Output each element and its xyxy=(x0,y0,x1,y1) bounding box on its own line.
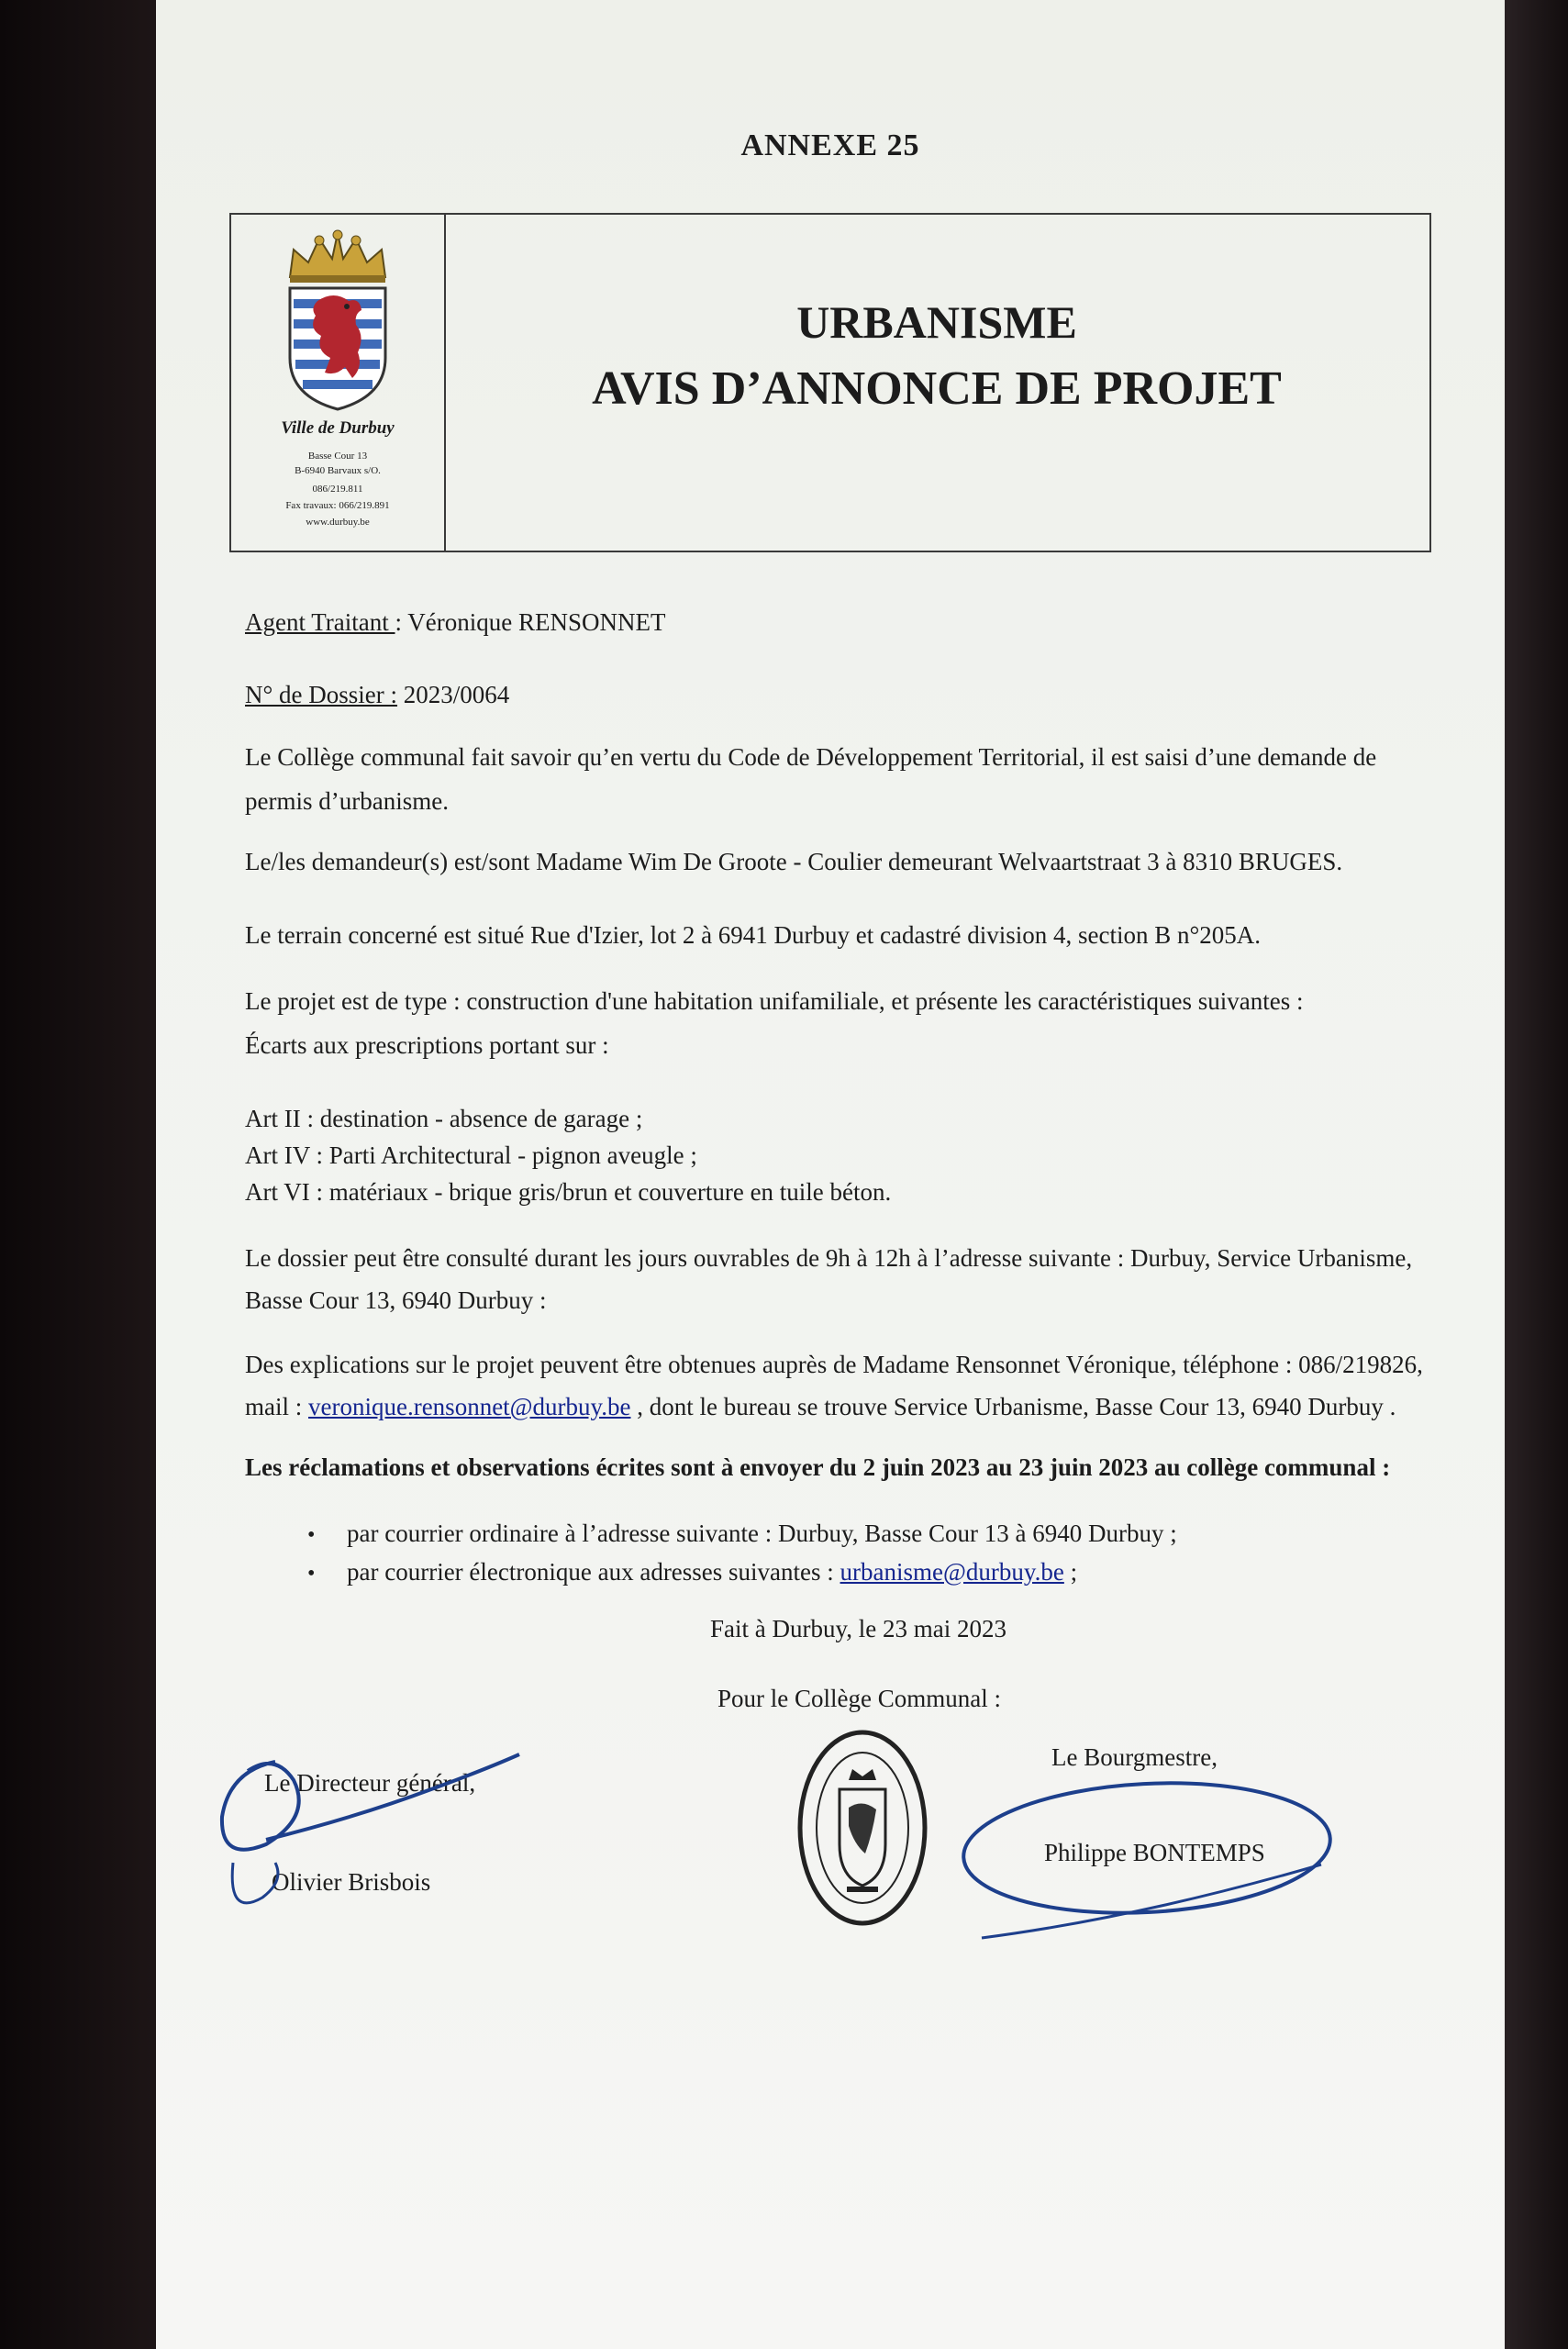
claim-email-suffix: ; xyxy=(1063,1558,1078,1586)
mayor-title: Le Bourgmestre, xyxy=(1051,1743,1218,1771)
notice-title-line2: AVIS D’ANNONCE DE PROJET xyxy=(592,362,1282,415)
claim-email xyxy=(347,1558,1077,1586)
director-name: Olivier Brisbois xyxy=(272,1868,431,1896)
annex-title: ANNEXE 25 xyxy=(740,128,920,162)
durbuy-crest-icon xyxy=(281,229,395,413)
city-name: Ville de Durbuy xyxy=(281,418,395,438)
dossier-value: 2023/0064 xyxy=(397,681,510,708)
consultation-line1: Le dossier peut être consulté durant les jours ouvrables de 9h à 12h à l’adresse suivante : Durbuy, Service Urbanisme, xyxy=(245,1244,1413,1272)
city-address-line2: B-6940 Barvaux s/O. xyxy=(295,465,381,476)
logo-cell xyxy=(231,215,446,551)
city-phone: 086/219.811 xyxy=(312,484,363,495)
mayor-signature-icon xyxy=(954,1762,1340,1945)
agent-colon: : xyxy=(395,608,408,636)
director-signature-icon xyxy=(211,1734,541,1945)
dark-frame-right xyxy=(1502,0,1568,2349)
land-line: Le terrain concerné est situé Rue d'Izier, lot 2 à 6941 Durbuy et cadastré division 4, section B n°205A. xyxy=(245,921,1262,949)
applicant-line: Le/les demandeur(s) est/sont Madame Wim De Groote - Coulier demeurant Welvaartstraat 3 à 8310 BRUGES. xyxy=(245,848,1343,875)
intro-line1: Le Collège communal fait savoir qu’en vertu du Code de Développement Territorial, il est saisi d’une demande de xyxy=(245,743,1377,771)
city-fax: Fax travaux: 066/219.891 xyxy=(285,500,390,511)
director-title: Le Directeur général, xyxy=(264,1769,476,1797)
consultation-line2: Basse Cour 13, 6940 Durbuy : xyxy=(245,1286,547,1314)
title-cell xyxy=(444,215,1429,551)
dossier-line xyxy=(245,681,509,709)
place-date: Fait à Durbuy, le 23 mai 2023 xyxy=(710,1615,1006,1642)
city-address-line1: Basse Cour 13 xyxy=(307,451,368,462)
commune-seal-icon xyxy=(794,1725,931,1932)
agent-line xyxy=(245,608,666,637)
city-website: www.durbuy.be xyxy=(306,517,370,528)
article-4: Art IV : Parti Architectural - pignon aveugle ; xyxy=(245,1141,697,1169)
claim-email-prefix: par courrier électronique aux adresses suivantes : xyxy=(347,1558,840,1586)
bullet-icon: • xyxy=(307,1562,316,1586)
article-6: Art VI : matériaux - brique gris/brun et couverture en tuile béton. xyxy=(245,1178,892,1206)
project-line2: Écarts aux prescriptions portant sur : xyxy=(245,1031,609,1059)
explanations-line2 xyxy=(245,1393,1396,1421)
agent-label: Agent Traitant xyxy=(245,608,395,636)
claim-postal: par courrier ordinaire à l’adresse suivante : Durbuy, Basse Cour 13 à 6940 Durbuy ; xyxy=(347,1520,1177,1547)
notice-paper xyxy=(156,0,1505,2349)
explanations-line1: Des explications sur le projet peuvent être obtenues auprès de Madame Rensonnet Véronique, téléphone : 086/219826, xyxy=(245,1351,1423,1378)
urbanisme-email-link[interactable]: urbanisme@durbuy.be xyxy=(840,1558,1064,1586)
intro-line2: permis d’urbanisme. xyxy=(245,787,449,815)
agent-value: Véronique RENSONNET xyxy=(407,608,666,636)
mayor-name: Philippe BONTEMPS xyxy=(1044,1839,1265,1866)
agent-email-link[interactable]: veronique.rensonnet@durbuy.be xyxy=(308,1393,631,1420)
for-college: Pour le Collège Communal : xyxy=(717,1685,1001,1712)
dossier-label: N° de Dossier : xyxy=(245,681,398,708)
claims-heading: Les réclamations et observations écrites sont à envoyer du 2 juin 2023 au 23 juin 2023 au collège communal : xyxy=(245,1453,1391,1481)
bullet-icon: • xyxy=(307,1523,316,1547)
notice-title-line1: URBANISME xyxy=(796,296,1077,348)
project-line1: Le projet est de type : construction d'une habitation unifamiliale, et présente les caractéristiques suivantes : xyxy=(245,987,1304,1015)
office-location: , dont le bureau se trouve Service Urbanisme, Basse Cour 13, 6940 Durbuy . xyxy=(630,1393,1396,1420)
article-2: Art II : destination - absence de garage ; xyxy=(245,1105,643,1132)
header-box xyxy=(229,213,1431,552)
mail-label: mail : xyxy=(245,1393,308,1420)
